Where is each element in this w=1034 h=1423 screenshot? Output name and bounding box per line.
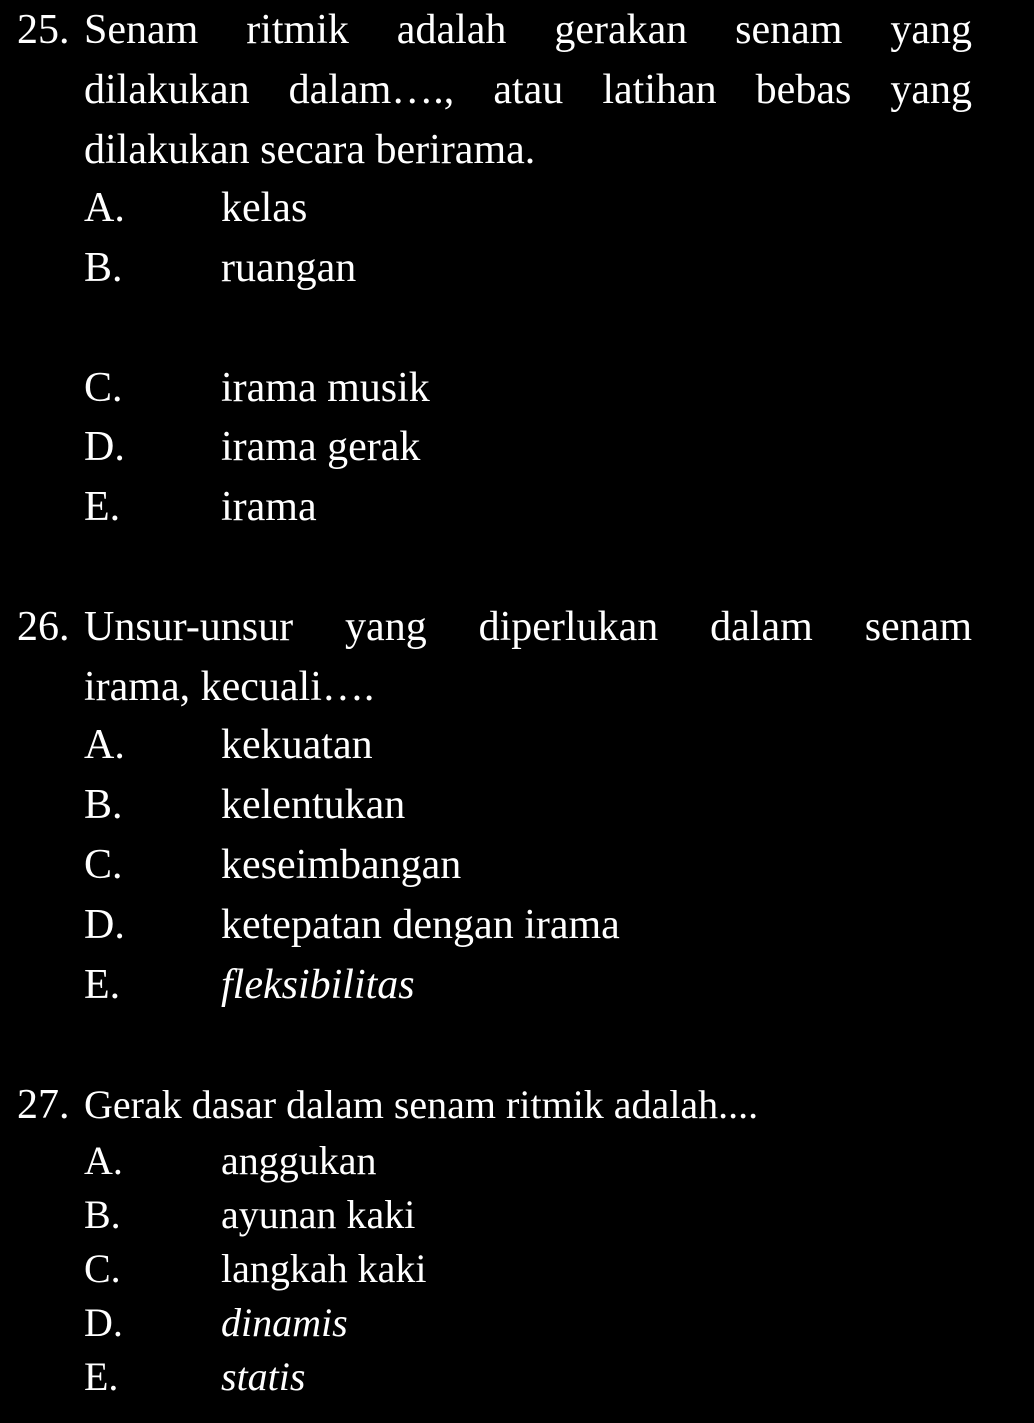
- option-text: anggukan: [221, 1138, 377, 1183]
- option-text: fleksibilitas: [221, 962, 415, 1008]
- option-letter: D.: [84, 1300, 123, 1345]
- option-text: langkah kaki: [221, 1246, 427, 1291]
- stem-line: irama, kecuali….: [84, 664, 375, 710]
- question-number: 27.: [17, 1082, 70, 1128]
- question-stem: [84, 1078, 972, 1132]
- option-text: ketepatan dengan irama: [221, 902, 620, 948]
- option-letter: A.: [84, 185, 125, 231]
- option-e: [0, 1350, 1034, 1404]
- option-c: [0, 1242, 1034, 1296]
- option-text: dinamis: [221, 1300, 348, 1345]
- option-letter: C.: [84, 1246, 121, 1291]
- option-text: ayunan kaki: [221, 1192, 416, 1237]
- option-text: irama: [221, 484, 317, 530]
- option-letter: B.: [84, 1192, 121, 1237]
- option-c: [0, 835, 1034, 895]
- question-number: 26.: [17, 604, 70, 650]
- option-a: [0, 715, 1034, 775]
- option-e: [0, 955, 1034, 1015]
- option-text: statis: [221, 1354, 306, 1399]
- option-letter: B.: [84, 782, 123, 828]
- option-a: [0, 178, 1034, 238]
- option-text: irama gerak: [221, 424, 421, 470]
- stem-line: dilakukan dalam…., atau latihan bebas yang: [84, 67, 972, 113]
- question-stem: [84, 597, 972, 717]
- stem-line: Senam ritmik adalah gerakan senam yang: [84, 7, 972, 53]
- question-stem: [84, 0, 972, 180]
- option-letter: C.: [84, 842, 123, 888]
- option-letter: D.: [84, 424, 125, 470]
- option-text: keseimbangan: [221, 842, 462, 888]
- option-letter: E.: [84, 1354, 119, 1399]
- option-text: kelas: [221, 185, 308, 231]
- option-letter: C.: [84, 365, 123, 411]
- option-letter: E.: [84, 962, 121, 1008]
- stem-line: Unsur-unsur yang diperlukan dalam senam: [84, 604, 972, 650]
- option-text: kelentukan: [221, 782, 406, 828]
- option-b: [0, 775, 1034, 835]
- option-e: [0, 477, 1034, 537]
- option-letter: A.: [84, 1138, 123, 1183]
- option-d: [0, 1296, 1034, 1350]
- stem-line: Gerak dasar dalam senam ritmik adalah....: [84, 1082, 759, 1127]
- question-number: 25.: [17, 7, 70, 53]
- option-d: [0, 417, 1034, 477]
- option-c: [0, 358, 1034, 418]
- option-letter: A.: [84, 722, 125, 768]
- option-a: [0, 1134, 1034, 1188]
- option-text: ruangan: [221, 245, 357, 291]
- option-b: [0, 238, 1034, 298]
- option-letter: D.: [84, 902, 125, 948]
- option-b: [0, 1188, 1034, 1242]
- option-letter: E.: [84, 484, 121, 530]
- option-letter: B.: [84, 245, 123, 291]
- option-text: irama musik: [221, 365, 430, 411]
- option-text: kekuatan: [221, 722, 373, 768]
- stem-line: dilakukan secara berirama.: [84, 127, 536, 173]
- option-d: [0, 895, 1034, 955]
